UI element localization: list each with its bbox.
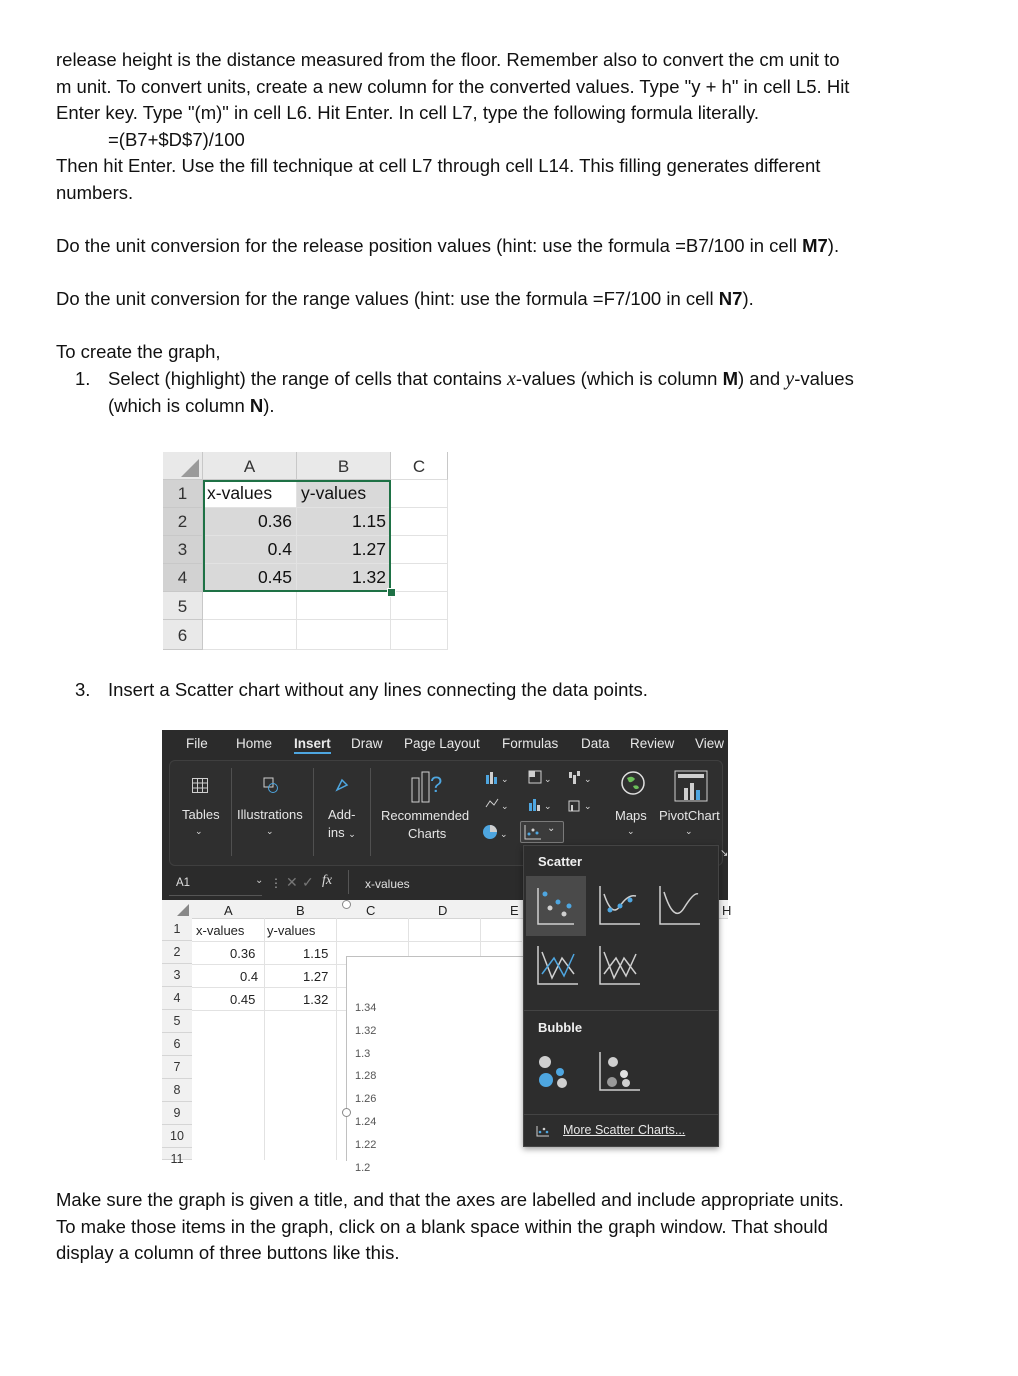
scatter-straight-lines-markers-option[interactable] [534, 944, 582, 988]
cell-b2[interactable]: 1.15 [303, 946, 329, 961]
bubble-section-heading: Bubble [538, 1020, 583, 1035]
graph-intro: To create the graph, [56, 341, 221, 362]
cell-a1[interactable]: x-values [196, 923, 245, 938]
cell-a2[interactable]: 0.36 [203, 508, 297, 536]
step1-y: y [785, 368, 795, 390]
scatter-smooth-lines-option[interactable] [656, 884, 704, 928]
row-header-11[interactable]: 11 [162, 1148, 192, 1160]
row-header-5[interactable]: 5 [162, 1010, 192, 1033]
cell-a6[interactable] [203, 620, 297, 650]
add-ins-icon [334, 777, 350, 794]
add-ins-label-1: Add- [328, 807, 356, 822]
instruction-paragraph-3 [56, 286, 956, 313]
pivotchart-label: PivotChart [659, 808, 720, 823]
ribbon-separator [313, 768, 314, 856]
waterfall-chart-icon[interactable] [568, 770, 592, 784]
divider [348, 870, 349, 894]
row-header-1[interactable]: 1 [162, 918, 192, 941]
cell-b1[interactable]: y-values [267, 923, 316, 938]
row-header-3[interactable]: 3 [162, 964, 192, 987]
para2-text: Do the unit conversion for the release position values (hint: use the formula =B7/100 in cell [56, 235, 803, 256]
divider [524, 1010, 718, 1011]
scatter-chart-button[interactable] [520, 821, 564, 843]
gridline [264, 918, 265, 1160]
para1-line5: numbers. [56, 181, 134, 203]
ribbon-collapse-icon[interactable]: ↘ [720, 848, 729, 859]
recommended-label-2: Charts [408, 826, 447, 841]
combo-chart-icon[interactable] [568, 797, 592, 811]
scatter-markers-icon [536, 886, 576, 926]
svg-text:⌄: ⌄ [501, 801, 509, 811]
scatter-small-icon [536, 1125, 550, 1137]
step1-d: -values [794, 368, 854, 389]
svg-text:⌄: ⌄ [544, 801, 552, 811]
chevron-down-icon: ⌄ [195, 826, 203, 836]
chart-preview[interactable] [346, 956, 527, 1161]
excel-insert-ribbon-screenshot [162, 730, 732, 1174]
step1-c: ) and [737, 368, 786, 389]
chart-tick-label: 1.24 [355, 1116, 377, 1128]
cell-c6[interactable] [391, 620, 448, 650]
line-chart-icon[interactable] [485, 797, 509, 811]
column-header-a[interactable]: A [224, 903, 233, 918]
ribbon-separator [231, 768, 232, 856]
name-box[interactable] [169, 873, 262, 896]
bubble-chart-option[interactable] [534, 1050, 582, 1094]
final-line2: To make those items in the graph, click on a blank space within the graph window. That should [56, 1215, 828, 1237]
step3-text: Insert a Scatter chart without any lines connecting the data points. [108, 679, 648, 700]
shapes-icon [263, 777, 279, 794]
chevron-down-icon[interactable]: ⌄ [255, 875, 264, 886]
fill-handle[interactable] [387, 588, 396, 597]
row-header-3[interactable]: 3 [163, 536, 203, 564]
illustrations-label: Illustrations [237, 807, 303, 822]
step1-number: 1. [75, 368, 91, 389]
chevron-down-icon: ⌄ [547, 823, 556, 834]
table-icon [192, 778, 208, 793]
step3-number: 3. [75, 679, 91, 700]
chart-tick-label: 1.2 [355, 1161, 371, 1174]
svg-text:⌄: ⌄ [584, 774, 592, 784]
column-header-c[interactable]: C [366, 903, 376, 918]
step-1 [75, 366, 935, 419]
cell-b4[interactable]: 1.32 [297, 564, 391, 592]
scatter-markers-only-option[interactable] [526, 876, 586, 936]
para2-cell: M7 [802, 235, 828, 256]
row-header-6[interactable]: 6 [162, 1033, 192, 1056]
chart-tick-label: 1.3 [355, 1047, 371, 1060]
chevron-down-icon: ⌄ [266, 826, 274, 836]
svg-text:⌄: ⌄ [544, 774, 552, 784]
cell-a4[interactable]: 0.45 [230, 992, 256, 1007]
row-header-6[interactable]: 6 [163, 620, 203, 650]
column-header-e[interactable]: E [510, 903, 519, 918]
cell-c4[interactable] [391, 564, 448, 592]
tab-page-layout[interactable]: Page Layout [404, 736, 480, 751]
cell-c3[interactable] [391, 536, 448, 564]
column-chart-icon[interactable] [485, 770, 509, 784]
row-header-4[interactable]: 4 [163, 564, 203, 592]
para3-text: Do the unit conversion for the range values (hint: use the formula =F7/100 in cell [56, 288, 719, 309]
scatter-chart-icon [524, 824, 542, 840]
enter-icon[interactable]: ✓ [302, 874, 314, 890]
chart-tick-label: 1.22 [355, 1138, 377, 1151]
para1-line1: release height is the distance measured from the floor. Remember also to convert the cm unit to [56, 49, 840, 70]
maps-label: Maps [615, 808, 647, 823]
row-header-2[interactable]: 2 [162, 941, 192, 964]
instruction-paragraph-2 [56, 233, 956, 260]
svg-text:?: ? [430, 772, 443, 797]
more-scatter-charts-label: More Scatter Charts... [563, 1123, 686, 1137]
chevron-down-icon: ⌄ [685, 826, 693, 836]
scatter-dropdown-menu [523, 845, 719, 1147]
tab-draw[interactable]: Draw [351, 736, 383, 751]
column-header-b[interactable]: B [297, 452, 391, 480]
chart-tick-label: 1.32 [355, 1024, 377, 1037]
para2-end: ). [827, 235, 840, 256]
scatter-smooth-lines-markers-option[interactable] [596, 884, 644, 928]
cell-a4[interactable]: 0.45 [203, 564, 297, 592]
selection-range-border [203, 480, 391, 592]
cell-b3[interactable]: 1.27 [303, 969, 329, 984]
column-header-d[interactable]: D [438, 903, 448, 918]
cell-b4[interactable]: 1.32 [303, 992, 329, 1007]
row-header-10[interactable]: 10 [162, 1125, 192, 1148]
para3-cell: N7 [718, 288, 743, 309]
more-options-icon[interactable]: ⋮ [270, 876, 282, 890]
formula-bar-value[interactable]: x-values [365, 877, 410, 891]
corner-triangle-icon [181, 459, 199, 477]
globe-icon [620, 770, 646, 796]
row-header-8[interactable]: 8 [162, 1079, 192, 1102]
recommended-charts-icon [410, 770, 446, 804]
chevron-down-icon: ⌄ [348, 829, 356, 839]
column-header-a[interactable]: A [203, 452, 297, 480]
divider [524, 1114, 718, 1115]
cell-b2[interactable]: 1.15 [297, 508, 391, 536]
row-header-7[interactable]: 7 [162, 1056, 192, 1079]
chevron-down-icon: ⌄ [627, 826, 635, 836]
step1-e: (which is column [108, 394, 250, 416]
tab-formulas[interactable]: Formulas [502, 736, 559, 751]
step1-colN: N [249, 394, 264, 416]
step1-x: x [507, 368, 516, 390]
tab-review[interactable]: Review [630, 736, 675, 751]
para1-line2: m unit. To convert units, create a new column for the converted values. Type "y + h" in cell L5. Hit [56, 75, 850, 97]
gridline [192, 941, 522, 942]
cell-a3[interactable]: 0.4 [203, 536, 297, 564]
chart-resize-handle[interactable] [342, 1108, 351, 1117]
final-line1: Make sure the graph is given a title, and that the axes are labelled and include appropriate units. [56, 1189, 844, 1210]
chart-tick-label: 1.26 [355, 1093, 377, 1106]
cell-b3[interactable]: 1.27 [297, 536, 391, 564]
para1-line3: Enter key. Type "(m)" in cell L6. Hit Enter. In cell L7, type the following formula literally. [56, 102, 760, 123]
row-header-4[interactable]: 4 [162, 987, 192, 1010]
cell-c5[interactable] [391, 592, 448, 620]
tab-data[interactable]: Data [581, 736, 610, 751]
svg-text:⌄: ⌄ [501, 774, 509, 784]
scatter-section-heading: Scatter [538, 854, 583, 869]
column-header-h[interactable]: H [722, 903, 732, 918]
fx-icon[interactable]: fx [322, 873, 333, 888]
final-line3: display a column of three buttons like this. [56, 1242, 400, 1263]
cell-a2[interactable]: 0.36 [230, 946, 256, 961]
cancel-icon[interactable]: ✕ [286, 874, 298, 890]
para3-end: ). [742, 288, 754, 309]
3d-bubble-chart-option[interactable] [596, 1050, 644, 1094]
cell-a5[interactable] [203, 592, 297, 620]
step1-colM: M [722, 368, 738, 389]
hierarchy-chart-icon[interactable] [528, 770, 552, 784]
step1-b: -values (which is column [515, 368, 723, 389]
scatter-straight-lines-option[interactable] [596, 944, 644, 988]
chart-tick-label: 1.34 [355, 1002, 377, 1014]
gridline [336, 918, 337, 1160]
corner-triangle-icon[interactable] [177, 904, 189, 916]
tab-insert[interactable]: Insert [294, 736, 331, 754]
add-ins-label-2: ins [328, 825, 345, 840]
pie-chart-icon[interactable] [482, 823, 508, 841]
row-header-2[interactable]: 2 [163, 508, 203, 536]
recommended-label-1: Recommended [381, 808, 470, 823]
row-header-1[interactable]: 1 [163, 480, 203, 508]
svg-text:⌄: ⌄ [500, 829, 508, 839]
statistic-chart-icon[interactable] [528, 797, 552, 811]
cell-a3[interactable]: 0.4 [240, 969, 259, 984]
tab-view[interactable]: View [695, 736, 725, 751]
pivotchart-icon [674, 770, 708, 802]
cell-c2[interactable] [391, 508, 448, 536]
instruction-paragraph-1 [56, 47, 956, 206]
row-header-5[interactable]: 5 [163, 592, 203, 620]
tables-label: Tables [182, 807, 220, 822]
final-paragraph [56, 1187, 956, 1267]
name-box-value: A1 [176, 877, 191, 889]
column-header-c[interactable]: C [391, 452, 448, 480]
step1-a: Select (highlight) the range of cells that contains [108, 368, 508, 389]
cell-c1[interactable] [391, 480, 448, 508]
cell-a1[interactable]: x-values [203, 480, 297, 508]
tab-file[interactable]: File [186, 736, 208, 751]
formula-text: =(B7+$D$7)/100 [108, 128, 245, 150]
chart-resize-handle[interactable] [342, 900, 351, 909]
step-3 [75, 677, 935, 704]
column-header-b[interactable]: B [296, 903, 305, 918]
row-header-9[interactable]: 9 [162, 1102, 192, 1125]
select-all-corner[interactable] [163, 452, 203, 480]
cell-b5[interactable] [297, 592, 391, 620]
chart-tick-label: 1.28 [355, 1070, 377, 1083]
spreadsheet-selection-screenshot [163, 452, 448, 650]
cell-b1[interactable]: y-values [297, 480, 391, 508]
para1-line4: Then hit Enter. Use the fill technique at cell L7 through cell L14. This filling generates different [56, 155, 821, 176]
svg-text:⌄: ⌄ [584, 801, 592, 811]
step1-f: ). [263, 394, 275, 416]
cell-b6[interactable] [297, 620, 391, 650]
ribbon-separator [370, 768, 371, 856]
tab-home[interactable]: Home [236, 736, 273, 751]
